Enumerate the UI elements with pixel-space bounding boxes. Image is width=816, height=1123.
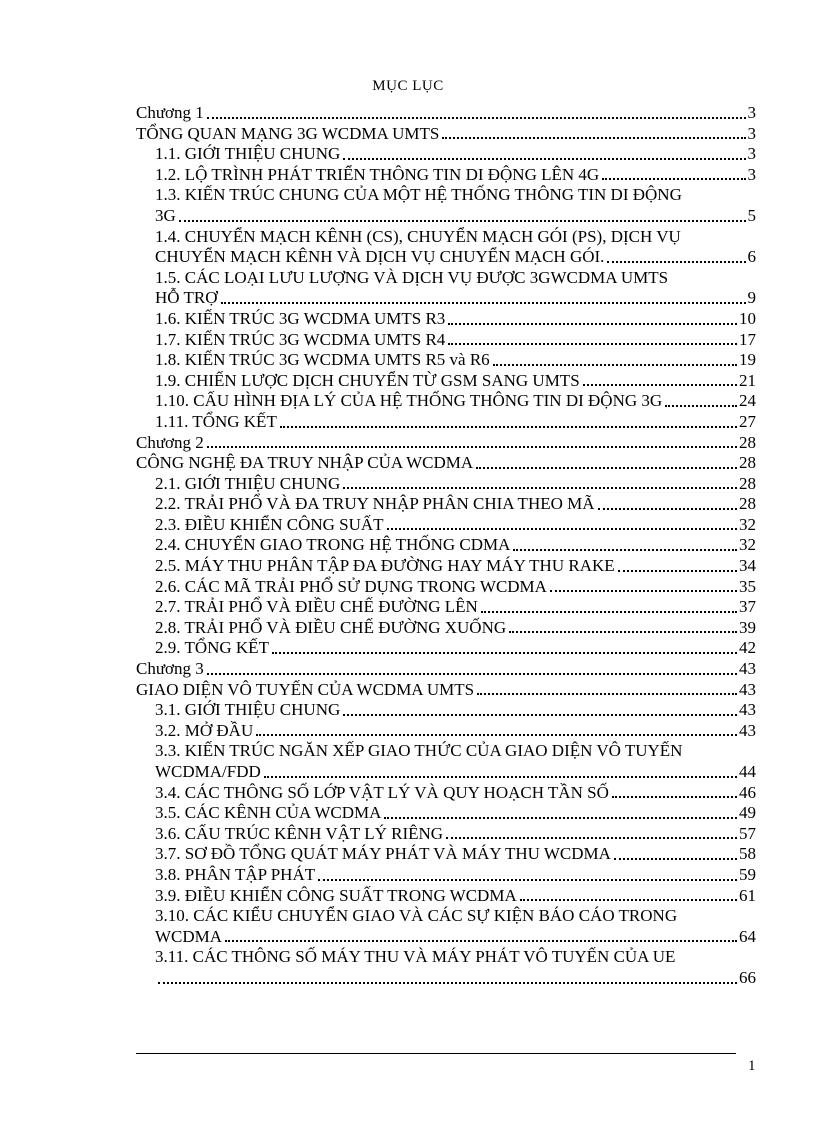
toc-page-number: 49 bbox=[739, 803, 756, 823]
toc-page-number: 42 bbox=[739, 638, 756, 658]
dot-leader bbox=[602, 177, 745, 180]
page-number: 1 bbox=[748, 1058, 756, 1074]
toc-entry[interactable] bbox=[136, 618, 756, 639]
toc-entry[interactable] bbox=[136, 165, 756, 186]
toc-entry[interactable] bbox=[136, 597, 756, 618]
toc-page-number: 46 bbox=[739, 782, 756, 802]
toc-entry[interactable] bbox=[136, 556, 756, 577]
dot-leader bbox=[448, 322, 737, 325]
toc-page-number: 28 bbox=[739, 473, 756, 493]
dot-leader bbox=[612, 795, 737, 798]
dot-leader bbox=[598, 507, 737, 510]
toc-page-number: 19 bbox=[739, 350, 756, 370]
dot-leader bbox=[618, 569, 737, 572]
toc-entry-text: CÔNG NGHỆ ĐA TRUY NHẬP CỦA WCDMA bbox=[136, 453, 474, 473]
dot-leader bbox=[493, 363, 737, 366]
toc-page-number: 43 bbox=[739, 700, 756, 720]
toc-entry-text: 1.9. CHIẾN LƯỢC DỊCH CHUYỂN TỪ GSM SANG UMTS bbox=[155, 370, 580, 390]
toc-entry[interactable] bbox=[136, 824, 756, 845]
toc-entry-text: 2.3. ĐIỀU KHIỂN CÔNG SUẤT bbox=[155, 514, 384, 534]
toc-entry-text: GIAO DIỆN VÔ TUYẾN CỦA WCDMA UMTS bbox=[136, 679, 475, 699]
dot-leader bbox=[477, 692, 737, 695]
dot-leader bbox=[387, 527, 737, 530]
toc-entry-text: 3.11. CÁC THÔNG SỐ MÁY THU VÀ MÁY PHÁT VÔ TUYẾN CỦA UE bbox=[155, 947, 676, 967]
toc-entry-text: 2.7. TRẢI PHỔ VÀ ĐIỀU CHẾ ĐƯỜNG LÊN bbox=[155, 597, 478, 617]
toc-entry-text: 1.3. KIẾN TRÚC CHUNG CỦA MỘT HỆ THỐNG THÔNG TIN DI ĐỘNG bbox=[155, 185, 682, 205]
dot-leader bbox=[614, 857, 737, 860]
dot-leader bbox=[481, 610, 737, 613]
dot-leader bbox=[476, 466, 737, 469]
toc-entry-text: 3.9. ĐIỀU KHIỂN CÔNG SUẤT TRONG WCDMA bbox=[155, 885, 517, 905]
dot-leader bbox=[179, 219, 746, 222]
table-of-contents bbox=[136, 103, 756, 989]
toc-page-number: 64 bbox=[739, 926, 756, 946]
toc-entry-text: 1.7. KIẾN TRÚC 3G WCDMA UMTS R4 bbox=[155, 329, 446, 349]
dot-leader bbox=[448, 342, 737, 345]
toc-page-number: 28 bbox=[739, 494, 756, 514]
toc-entry-text: 3.2. MỞ ĐẦU bbox=[155, 720, 254, 740]
toc-entry[interactable] bbox=[136, 453, 756, 474]
toc-entry[interactable] bbox=[136, 474, 756, 495]
toc-page-number: 3 bbox=[747, 144, 756, 164]
toc-entry[interactable] bbox=[136, 803, 756, 824]
dot-leader bbox=[256, 733, 737, 736]
toc-entry[interactable] bbox=[136, 103, 756, 124]
toc-page-number: 61 bbox=[739, 885, 756, 905]
toc-entry-text: Chương 1 bbox=[136, 103, 204, 122]
dot-leader bbox=[318, 878, 737, 881]
toc-entry[interactable] bbox=[136, 144, 756, 165]
toc-page-number: 44 bbox=[739, 762, 756, 781]
toc-page-number: 43 bbox=[739, 659, 756, 679]
toc-entry-text: 2.6. CÁC MÃ TRẢI PHỔ SỬ DỤNG TRONG WCDMA bbox=[155, 576, 547, 596]
toc-entry-text: 3.7. SƠ ĐỒ TỔNG QUÁT MÁY PHÁT VÀ MÁY THU WCDMA bbox=[155, 844, 611, 864]
toc-entry-text: 2.9. TỔNG KẾT bbox=[155, 638, 269, 658]
dot-leader bbox=[520, 898, 737, 901]
toc-entry[interactable] bbox=[136, 741, 756, 782]
dot-leader bbox=[607, 260, 745, 263]
toc-page-number: 37 bbox=[739, 597, 756, 617]
dot-leader bbox=[207, 672, 737, 675]
toc-entry-text-continued: WCDMA/FDD bbox=[155, 762, 261, 781]
toc-entry[interactable] bbox=[136, 659, 756, 680]
toc-entry[interactable] bbox=[136, 783, 756, 804]
dot-leader bbox=[280, 425, 737, 428]
dot-leader bbox=[442, 136, 745, 139]
dot-leader bbox=[343, 157, 745, 160]
toc-entry[interactable] bbox=[136, 535, 756, 556]
dot-leader bbox=[343, 713, 737, 716]
toc-entry[interactable] bbox=[136, 865, 756, 886]
dot-leader bbox=[272, 651, 737, 654]
toc-entry[interactable] bbox=[136, 906, 756, 947]
toc-page-number: 57 bbox=[739, 823, 756, 843]
toc-page-number: 3 bbox=[747, 164, 756, 184]
toc-entry-text: 1.11. TỔNG KẾT bbox=[155, 411, 277, 431]
footer-divider bbox=[136, 1053, 736, 1054]
toc-entry-text: TỔNG QUAN MẠNG 3G WCDMA UMTS bbox=[136, 123, 440, 143]
dot-leader bbox=[221, 301, 746, 304]
toc-page-number: 3 bbox=[747, 103, 756, 122]
toc-entry[interactable] bbox=[136, 391, 756, 412]
toc-page-number: 58 bbox=[739, 844, 756, 864]
toc-entry[interactable] bbox=[136, 638, 756, 659]
toc-entry[interactable] bbox=[136, 371, 756, 392]
toc-entry-text: 1.8. KIẾN TRÚC 3G WCDMA UMTS R5 và R6 bbox=[155, 350, 490, 370]
toc-page-number: 66 bbox=[739, 967, 756, 987]
toc-entry[interactable] bbox=[136, 227, 756, 268]
toc-entry[interactable] bbox=[136, 350, 756, 371]
toc-entry-text: 3.5. CÁC KÊNH CỦA WCDMA bbox=[155, 803, 382, 823]
toc-page-number: 34 bbox=[739, 556, 756, 576]
toc-entry[interactable] bbox=[136, 309, 756, 330]
toc-entry[interactable] bbox=[136, 515, 756, 536]
dot-leader bbox=[207, 116, 746, 119]
dot-leader bbox=[583, 383, 737, 386]
toc-entry-text: Chương 2 bbox=[136, 432, 204, 452]
dot-leader bbox=[343, 486, 737, 489]
toc-page-number: 5 bbox=[747, 205, 756, 225]
page-title: MỤC LỤC bbox=[372, 78, 444, 94]
toc-entry-text: 2.4. CHUYỂN GIAO TRONG HỆ THỐNG CDMA bbox=[155, 535, 511, 555]
toc-entry-text: 3.6. CẤU TRÚC KÊNH VẬT LÝ RIÊNG bbox=[155, 823, 444, 843]
toc-entry[interactable] bbox=[136, 947, 756, 988]
toc-page-number: 28 bbox=[739, 432, 756, 452]
dot-leader bbox=[225, 939, 737, 942]
toc-entry-text: 2.8. TRẢI PHỔ VÀ ĐIỀU CHẾ ĐƯỜNG XUỐNG bbox=[155, 617, 507, 637]
toc-entry-text: 1.2. LỘ TRÌNH PHÁT TRIỂN THÔNG TIN DI ĐỘNG LÊN 4G bbox=[155, 164, 600, 184]
toc-entry-text: 3.8. PHÂN TẬP PHÁT bbox=[155, 864, 316, 884]
dot-leader bbox=[513, 548, 737, 551]
toc-page-number: 35 bbox=[739, 576, 756, 596]
dot-leader bbox=[264, 775, 737, 778]
dot-leader bbox=[446, 836, 737, 839]
toc-page-number: 32 bbox=[739, 514, 756, 534]
toc-page-number: 28 bbox=[739, 453, 756, 473]
dot-leader bbox=[158, 981, 737, 984]
toc-entry-text: 3.4. CÁC THÔNG SỐ LỚP VẬT LÝ VÀ QUY HOẠCH TẦN SỐ bbox=[155, 782, 609, 802]
toc-page-number: 21 bbox=[739, 370, 756, 390]
toc-entry[interactable] bbox=[136, 433, 756, 454]
toc-entry[interactable] bbox=[136, 185, 756, 226]
toc-page-number: 32 bbox=[739, 535, 756, 555]
toc-entry-text-continued: CHUYỂN MẠCH KÊNH VÀ DỊCH VỤ CHUYỂN MẠCH GÓI. bbox=[155, 247, 605, 267]
toc-page-number: 6 bbox=[747, 247, 756, 267]
toc-entry-text: 2.5. MÁY THU PHÂN TẬP ĐA ĐƯỜNG HAY MÁY THU RAKE bbox=[155, 556, 615, 576]
toc-page-number: 39 bbox=[739, 617, 756, 637]
toc-entry-text: 1.1. GIỚI THIỆU CHUNG bbox=[155, 144, 341, 164]
toc-entry-text: 2.2. TRẢI PHỔ VÀ ĐA TRUY NHẬP PHÂN CHIA THEO MÃ bbox=[155, 494, 595, 514]
toc-entry[interactable] bbox=[136, 721, 756, 742]
toc-page-number: 3 bbox=[747, 123, 756, 143]
toc-entry[interactable] bbox=[136, 268, 756, 309]
toc-entry-text: Chương 3 bbox=[136, 659, 204, 679]
toc-entry[interactable] bbox=[136, 494, 756, 515]
dot-leader bbox=[550, 589, 737, 592]
toc-entry[interactable] bbox=[136, 680, 756, 701]
toc-page-number: 24 bbox=[739, 391, 756, 411]
toc-entry[interactable] bbox=[136, 886, 756, 907]
toc-entry-text: 3.1. GIỚI THIỆU CHUNG bbox=[155, 700, 341, 720]
toc-page-number: 27 bbox=[739, 411, 756, 431]
toc-entry[interactable] bbox=[136, 412, 756, 433]
toc-entry-text-continued: WCDMA bbox=[155, 926, 223, 946]
toc-page-number: 10 bbox=[739, 308, 756, 328]
dot-leader bbox=[384, 816, 737, 819]
dot-leader bbox=[509, 630, 737, 633]
toc-entry-text: 1.5. CÁC LOẠI LƯU LƯỢNG VÀ DỊCH VỤ ĐƯỢC 3GWCDMA UMTS bbox=[155, 267, 669, 287]
toc-entry[interactable] bbox=[136, 330, 756, 351]
toc-entry-text: 1.6. KIẾN TRÚC 3G WCDMA UMTS R3 bbox=[155, 308, 446, 328]
toc-entry-text: 2.1. GIỚI THIỆU CHUNG bbox=[155, 473, 341, 493]
toc-entry-text-continued: 3G bbox=[155, 205, 176, 225]
dot-leader bbox=[665, 404, 737, 407]
toc-entry[interactable] bbox=[136, 124, 756, 145]
toc-entry-text: 1.10. CẤU HÌNH ĐỊA LÝ CỦA HỆ THỐNG THÔNG TIN DI ĐỘNG 3G bbox=[155, 391, 663, 411]
toc-entry-text: 3.3. KIẾN TRÚC NGĂN XẾP GIAO THỨC CỦA GIAO DIỆN VÔ TUYẾN bbox=[155, 741, 683, 761]
dot-leader bbox=[207, 445, 737, 448]
toc-page-number: 43 bbox=[739, 679, 756, 699]
toc-entry-text: 3.10. CÁC KIỂU CHUYỂN GIAO VÀ CÁC SỰ KIỆN BÁO CÁO TRONG bbox=[155, 906, 678, 926]
toc-page-number: 59 bbox=[739, 864, 756, 884]
toc-entry-text: 1.4. CHUYỂN MẠCH KÊNH (CS), CHUYỂN MẠCH GÓI (PS), DỊCH VỤ bbox=[155, 226, 681, 246]
toc-entry[interactable] bbox=[136, 700, 756, 721]
toc-entry[interactable] bbox=[136, 577, 756, 598]
toc-entry-text-continued: HỖ TRỢ bbox=[155, 288, 218, 308]
toc-page-number: 9 bbox=[747, 288, 756, 308]
toc-page-number: 43 bbox=[739, 720, 756, 740]
toc-entry[interactable] bbox=[136, 844, 756, 865]
toc-page-number: 17 bbox=[739, 329, 756, 349]
